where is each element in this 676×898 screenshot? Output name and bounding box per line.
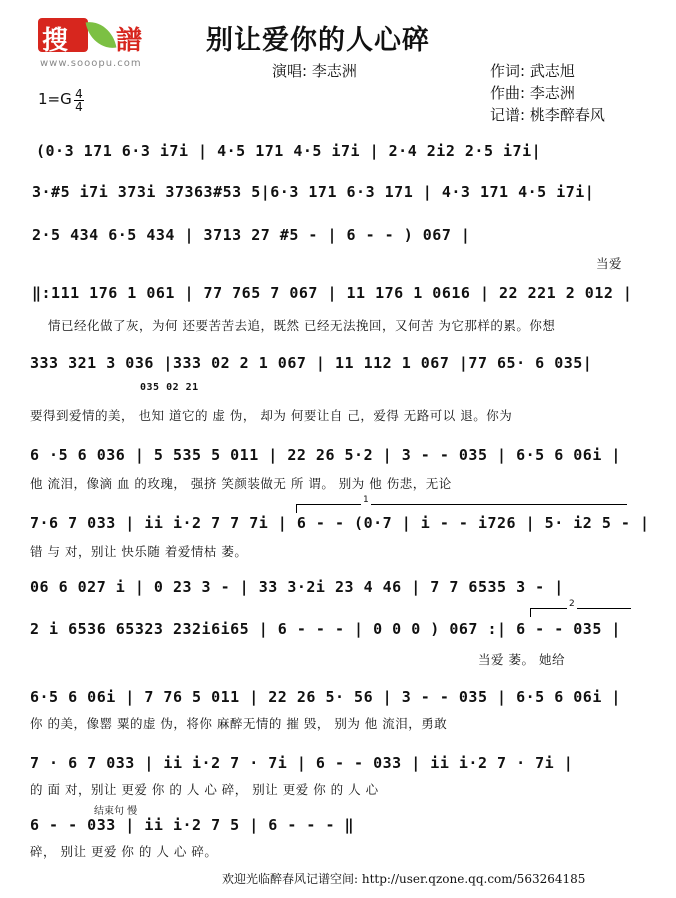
score-row-3: 2·5 434 6·5 434 | 3713 27 #5 - | 6 - - ) 067 | bbox=[32, 226, 471, 244]
time-signature bbox=[74, 88, 84, 113]
score-row-2: 3·#5 i7i 373i 37363#53 5|6·3 171 6·3 171 | 4·3 171 4·5 i7i| bbox=[32, 183, 595, 201]
lyric-row-10: 你 的美，像罂 粟的虚 伪，将你 麻醉无情的 摧 毁， 别为 他 流泪，勇敢 bbox=[30, 716, 448, 731]
ending-1-label: 1 bbox=[363, 495, 369, 505]
tempo-mark: 结束句 慢 bbox=[94, 806, 138, 817]
lyric-row-6: 他 流泪，像滴 血 的玫瑰， 强挤 笑颜装做无 所 谓。 别为 他 伤悲，无论 bbox=[30, 476, 452, 491]
lyricist: 作词: 武志旭 bbox=[490, 62, 575, 80]
lyric-row-4: 情已经化做了灰，为何 还要苦苦去追，既然 已经无法挽回，又何苦 为它那样的累。你想 bbox=[48, 318, 556, 333]
score-row-9: 2 i 6536 65323 232i6i65 | 6 - - - | 0 0 0 ) 067 :| 6 - - 035 | bbox=[30, 620, 621, 638]
logo-left-char: 搜 bbox=[42, 26, 69, 56]
ending-2-bracket bbox=[530, 599, 631, 617]
score-row-10: 6·5 6 06i | 7 76 5 011 | 22 26 5· 56 | 3 - - 035 | 6·5 6 06i | bbox=[30, 688, 621, 706]
key-signature: 1=G bbox=[38, 90, 72, 108]
score-row-8: 06 6 027 i | 0 23 3 - | 33 3·2i 23 4 46 | 7 7 6535 3 - | bbox=[30, 578, 564, 596]
score-row-6: 6 ·5 6 036 | 5 535 5 011 | 22 26 5·2 | 3 - - 035 | 6·5 6 06i | bbox=[30, 446, 621, 464]
lyric-row-7: 错 与 对，别让 快乐随 着爱情枯 萎。 bbox=[30, 544, 248, 559]
singer: 演唱: 李志洲 bbox=[272, 62, 357, 80]
site-logo bbox=[38, 18, 156, 72]
score-row-7: 7·6 7 033 | ii i·2 7 7 7i | 6 - - (0·7 | i - - i726 | 5· i2 5 - | bbox=[30, 514, 650, 532]
lyric-row-5: 要得到爱情的美， 也知 道它的 虚 伪， 却为 何要让自 己，爱得 无路可以 退。你为 bbox=[30, 408, 513, 423]
score-row-1: (0·3 171 6·3 i7i | 4·5 171 4·5 i7i | 2·4 2i2 2·5 i7i| bbox=[36, 142, 542, 160]
lyric-row-11: 的 面 对，别让 更爱 你 的 人 心 碎， 别让 更爱 你 的 人 心 bbox=[30, 782, 379, 797]
leaf-icon bbox=[86, 18, 117, 52]
logo-right-char: 譜 bbox=[116, 26, 143, 56]
score-row-5-sub: 035 02 21 bbox=[140, 382, 199, 393]
lyric-row-12: 碎， 别让 更爱 你 的 人 心 碎。 bbox=[30, 844, 218, 859]
score-row-12: 6 - - 033 | ii i·2 7 5 | 6 - - - ‖ bbox=[30, 816, 355, 834]
logo-url: www.sooopu.com bbox=[40, 58, 142, 69]
ending-1-bracket bbox=[296, 495, 627, 513]
composer: 作曲: 李志洲 bbox=[490, 84, 575, 102]
ending-2-label: 2 bbox=[569, 599, 575, 609]
lyric-row-3: 当爱 bbox=[596, 256, 623, 271]
score-row-5: 333 321 3 036 |333 02 2 1 067 | 11 112 1 067 |77 65· 6 035| bbox=[30, 354, 593, 372]
lyric-row-9: 当爱 萎。 她给 bbox=[478, 652, 565, 667]
transcriber: 记谱: 桃李醉春风 bbox=[490, 106, 605, 124]
footer-text: 欢迎光临醉春风记谱空间: http://user.qzone.qq.com/563264185 bbox=[222, 872, 586, 886]
song-title: 别让爱你的人心碎 bbox=[206, 25, 430, 56]
score-row-4: ‖:111 176 1 061 | 77 765 7 067 | 11 176 1 0616 | 22 221 2 012 | bbox=[32, 284, 633, 302]
time-sig-bottom: 4 bbox=[75, 100, 83, 114]
score-row-11: 7 · 6 7 033 | ii i·2 7 · 7i | 6 - - 033 | ii i·2 7 · 7i | bbox=[30, 754, 574, 772]
time-sig-top: 4 bbox=[75, 87, 83, 101]
